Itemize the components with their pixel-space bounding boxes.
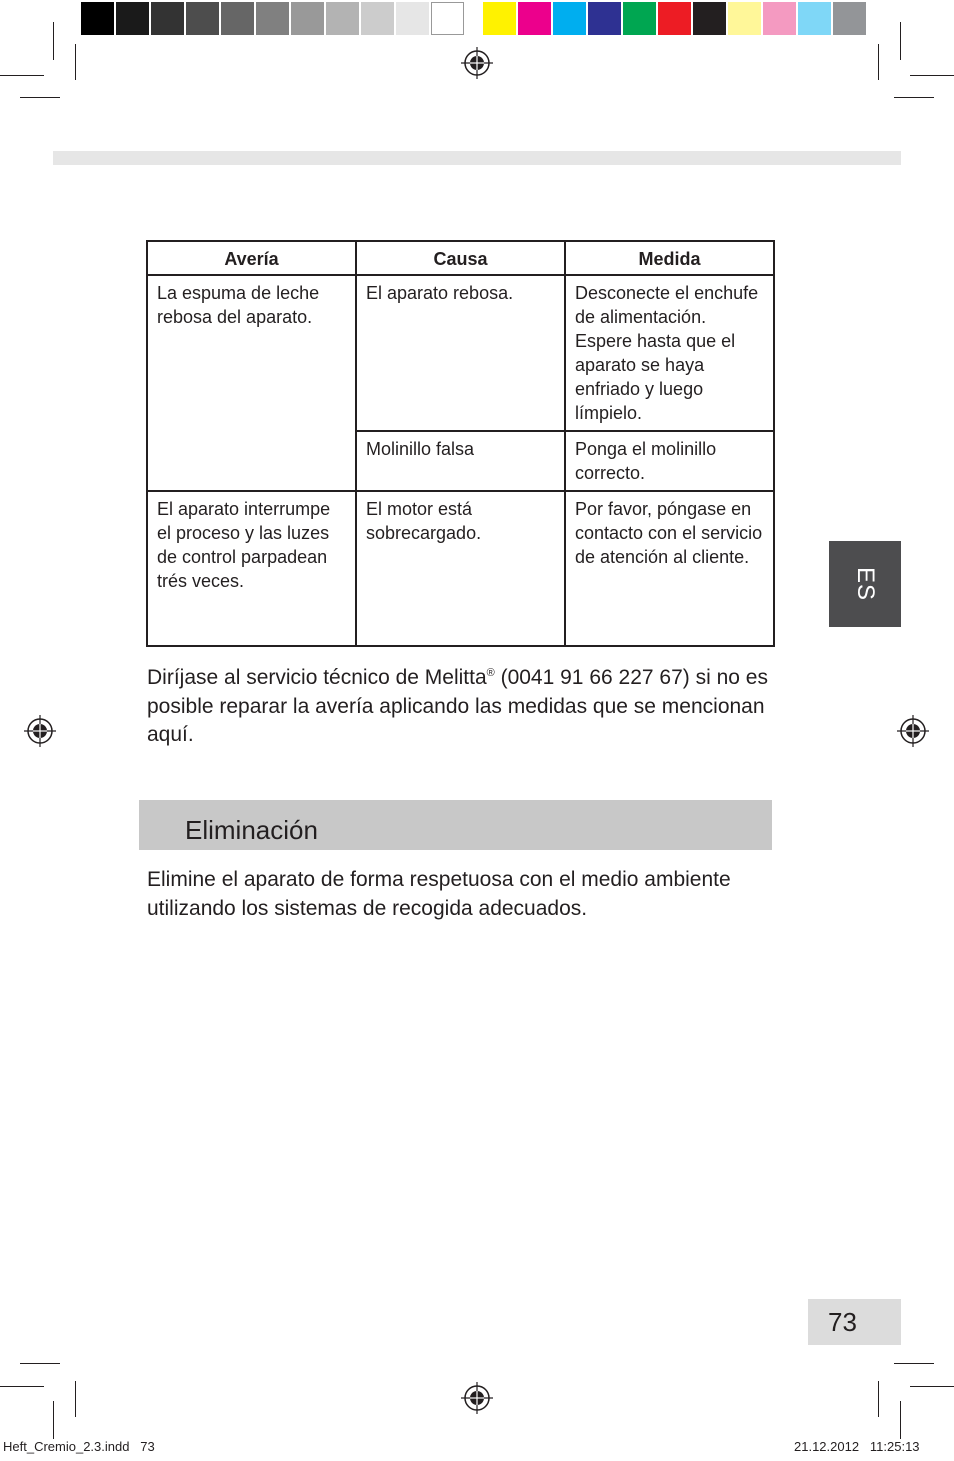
header-rule bbox=[53, 151, 901, 165]
cause-cell: El aparato rebosa. bbox=[356, 275, 565, 431]
troubleshooting-table bbox=[146, 240, 775, 647]
color-swatch bbox=[833, 2, 866, 35]
section-title: Eliminación bbox=[185, 815, 318, 845]
remedy-cell: Desconecte el enchufe de alimentación. Espere hasta que el aparato se haya enfriado y luego límpielo. bbox=[565, 275, 774, 431]
color-swatch bbox=[81, 2, 114, 35]
crop-mark bbox=[894, 97, 934, 98]
table-header-row bbox=[147, 241, 774, 275]
color-swatch bbox=[361, 2, 394, 35]
crop-mark bbox=[878, 1381, 879, 1417]
column-header-causa: Causa bbox=[356, 241, 565, 275]
slug-file-info: Heft_Cremio_2.3.indd 73 bbox=[3, 1439, 155, 1454]
table-row bbox=[147, 491, 774, 646]
crop-mark bbox=[75, 1381, 76, 1417]
table-row bbox=[147, 275, 774, 431]
color-swatch bbox=[116, 2, 149, 35]
crop-mark bbox=[0, 75, 44, 76]
crop-mark bbox=[75, 44, 76, 80]
color-swatch bbox=[798, 2, 831, 35]
color-swatch bbox=[396, 2, 429, 35]
registered-mark: ® bbox=[486, 667, 495, 679]
color-swatch bbox=[693, 2, 726, 35]
color-swatch bbox=[151, 2, 184, 35]
registration-mark-icon bbox=[461, 47, 493, 79]
color-swatch bbox=[763, 2, 796, 35]
registration-mark-icon bbox=[24, 715, 56, 747]
color-swatch bbox=[588, 2, 621, 35]
service-note bbox=[147, 664, 787, 750]
color-swatch bbox=[623, 2, 656, 35]
color-swatch bbox=[553, 2, 586, 35]
color-swatch bbox=[221, 2, 254, 35]
column-header-medida: Medida bbox=[565, 241, 774, 275]
page-number-box bbox=[808, 1299, 901, 1345]
disposal-text: Elimine el aparato de forma respetuosa con el medio ambiente utilizando los sistemas de recogida adecuados. bbox=[147, 868, 731, 920]
page-number: 73 bbox=[828, 1307, 857, 1337]
color-swatch bbox=[326, 2, 359, 35]
crop-mark bbox=[53, 1401, 54, 1439]
crop-mark bbox=[878, 44, 879, 80]
color-swatch bbox=[518, 2, 551, 35]
language-code: ES bbox=[852, 566, 879, 602]
color-swatch bbox=[291, 2, 324, 35]
crop-mark bbox=[0, 1386, 44, 1387]
crop-mark bbox=[910, 75, 954, 76]
crop-mark bbox=[894, 1363, 934, 1364]
crop-mark bbox=[900, 22, 901, 60]
cause-cell: El motor está sobrecargado. bbox=[356, 491, 565, 646]
color-swatch bbox=[431, 2, 464, 35]
service-note-text-continued: (0041 91 66 227 67) si no es posible reparar la avería aplicando las medidas que se mencionan aquí. bbox=[147, 666, 768, 746]
fault-cell: La espuma de leche rebosa del aparato. bbox=[147, 275, 356, 491]
section-heading-bar bbox=[139, 800, 772, 850]
color-swatch bbox=[658, 2, 691, 35]
remedy-cell: Ponga el molinillo correcto. bbox=[565, 431, 774, 491]
crop-mark bbox=[910, 1386, 954, 1387]
registration-mark-icon bbox=[897, 715, 929, 747]
language-tab bbox=[829, 541, 901, 627]
crop-mark bbox=[20, 1363, 60, 1364]
slug-datetime: 21.12.2012 11:25:13 bbox=[794, 1439, 920, 1454]
color-swatch bbox=[256, 2, 289, 35]
crop-mark bbox=[900, 1401, 901, 1439]
remedy-cell: Por favor, póngase en contacto con el servicio de atención al cliente. bbox=[565, 491, 774, 646]
crop-mark bbox=[20, 97, 60, 98]
color-swatch bbox=[483, 2, 516, 35]
color-swatch bbox=[186, 2, 219, 35]
crop-mark bbox=[53, 22, 54, 60]
cause-cell: Molinillo falsa bbox=[356, 431, 565, 491]
color-swatch bbox=[728, 2, 761, 35]
fault-cell: El aparato interrumpe el proceso y las luzes de control parpadean trés veces. bbox=[147, 491, 356, 646]
process-color-bar bbox=[483, 2, 866, 36]
column-header-averia: Avería bbox=[147, 241, 356, 275]
registration-mark-icon bbox=[461, 1382, 493, 1414]
service-note-text: Diríjase al servicio técnico de Melitta bbox=[147, 666, 487, 689]
grayscale-color-bar bbox=[81, 2, 464, 36]
